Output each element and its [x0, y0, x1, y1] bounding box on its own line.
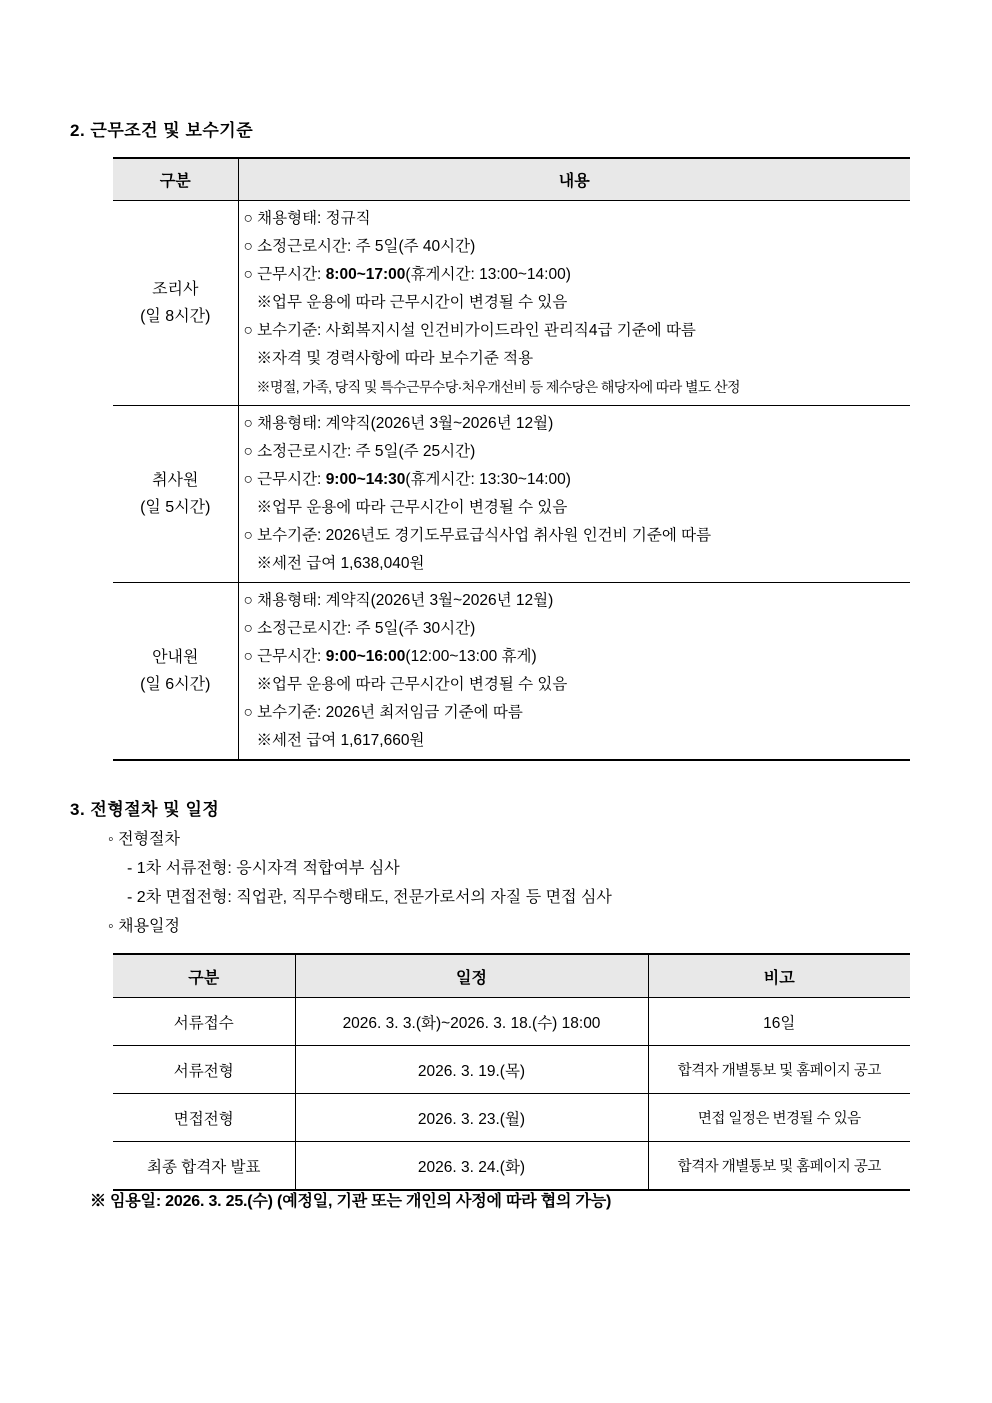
condition-line — [244, 205, 911, 233]
condition-line — [244, 643, 911, 671]
condition-line — [244, 522, 911, 550]
schedule-table-body — [113, 998, 910, 1191]
conditions-header-content: 내용 — [238, 158, 910, 201]
schedule-date-cell: 2026. 3. 23.(월) — [295, 1094, 648, 1142]
job-conditions-cell — [238, 201, 910, 406]
schedule-row — [113, 998, 910, 1046]
condition-text: ○ 채용형태: 정규직 — [243, 210, 371, 227]
condition-line — [244, 466, 911, 494]
job-category-cell — [113, 406, 238, 583]
condition-text: ○ 채용형태: 계약직(2026년 3월~2026년 12월) — [243, 592, 554, 609]
condition-line — [244, 261, 911, 289]
condition-text: ※업무 운용에 따라 근무시간이 변경될 수 있음 — [256, 294, 568, 311]
job-category-hours: (일 5시간) — [140, 499, 211, 516]
appointment-date-note: ※ 임용일: 2026. 3. 25.(수) (예정일, 기관 또는 개인의 사정에 따라 협의 가능) — [90, 1193, 612, 1210]
job-category-name: 취사원 — [152, 472, 199, 489]
job-category-name: 안내원 — [152, 649, 199, 666]
condition-text: ※업무 운용에 따라 근무시간이 변경될 수 있음 — [256, 499, 568, 516]
job-category-cell — [113, 201, 238, 406]
conditions-table-body — [113, 201, 910, 761]
condition-line — [244, 587, 911, 615]
work-hours-bold: 9:00~14:30 — [325, 471, 406, 488]
condition-line — [244, 373, 911, 401]
condition-text: ※자격 및 경력사항에 따라 보수기준 적용 — [256, 350, 534, 367]
condition-text: ○ 소정근로시간: 주 5일(주 25시간) — [243, 443, 476, 460]
schedule-category-cell: 최종 합격자 발표 — [113, 1142, 295, 1191]
schedule-remark-cell: 합격자 개별통보 및 홈페이지 공고 — [648, 1046, 910, 1094]
schedule-remark-cell: 면접 일정은 변경될 수 있음 — [648, 1094, 910, 1142]
condition-line — [244, 727, 911, 755]
schedule-header-remark: 비고 — [648, 954, 910, 998]
schedule-category-cell: 서류접수 — [113, 998, 295, 1046]
condition-text: (휴게시간: 13:30~14:00) — [405, 471, 571, 488]
condition-text: ○ 소정근로시간: 주 5일(주 30시간) — [243, 620, 476, 637]
condition-text: ※세전 급여 1,617,660원 — [256, 732, 425, 749]
procedure-bullet: ◦ 채용일정 — [108, 918, 180, 935]
schedule-category-cell: 서류전형 — [113, 1046, 295, 1094]
schedule-header-row — [113, 954, 910, 998]
job-category-cell — [113, 583, 238, 761]
schedule-header-date: 일정 — [295, 954, 648, 998]
work-hours-bold: 8:00~17:00 — [325, 266, 406, 283]
condition-line — [244, 410, 911, 438]
condition-text: (12:00~13:00 휴게) — [405, 648, 537, 665]
schedule-remark-cell: 16일 — [648, 998, 910, 1046]
work-hours-bold: 9:00~16:00 — [325, 648, 406, 665]
condition-text: ○ 채용형태: 계약직(2026년 3월~2026년 12월) — [243, 415, 554, 432]
condition-text: ※업무 운용에 따라 근무시간이 변경될 수 있음 — [256, 676, 568, 693]
condition-line — [244, 438, 911, 466]
conditions-header-category: 구분 — [113, 158, 238, 201]
schedule-remark-cell: 합격자 개별통보 및 홈페이지 공고 — [648, 1142, 910, 1191]
schedule-row — [113, 1046, 910, 1094]
condition-text: ○ 보수기준: 2026년 최저임금 기준에 따름 — [243, 704, 523, 721]
condition-text: ○ 근무시간: — [243, 471, 326, 488]
condition-text: ○ 보수기준: 2026년도 경기도무료급식사업 취사원 인건비 기준에 따름 — [243, 527, 712, 544]
conditions-table — [113, 157, 910, 761]
condition-line — [244, 289, 911, 317]
conditions-row — [113, 406, 910, 583]
condition-text: ○ 보수기준: 사회복지시설 인건비가이드라인 관리직4급 기준에 따름 — [243, 322, 696, 339]
schedule-date-cell: 2026. 3. 3.(화)~2026. 3. 18.(수) 18:00 — [295, 998, 648, 1046]
condition-text: ○ 소정근로시간: 주 5일(주 40시간) — [243, 238, 476, 255]
section3-title: 3. 전형절차 및 일정 — [70, 800, 220, 819]
schedule-category-cell: 면접전형 — [113, 1094, 295, 1142]
procedure-bullet: ◦ 전형절차 — [108, 831, 180, 848]
schedule-date-cell: 2026. 3. 19.(목) — [295, 1046, 648, 1094]
condition-text: ※명절, 가족, 당직 및 특수근무수당·처우개선비 등 제수당은 해당자에 따라 별도 산정 — [256, 379, 740, 395]
job-category-hours: (일 8시간) — [140, 308, 211, 325]
procedure-list — [108, 825, 612, 941]
schedule-date-cell: 2026. 3. 24.(화) — [295, 1142, 648, 1191]
condition-text: ○ 근무시간: — [243, 266, 326, 283]
condition-line — [244, 317, 911, 345]
procedure-step: - 1차 서류전형: 응시자격 적합여부 심사 — [127, 860, 400, 877]
condition-line — [244, 550, 911, 578]
section2-title: 2. 근무조건 및 보수기준 — [70, 121, 254, 140]
condition-line — [244, 671, 911, 699]
condition-text: ※세전 급여 1,638,040원 — [256, 555, 425, 572]
condition-line — [244, 699, 911, 727]
condition-text: ○ 근무시간: — [243, 648, 326, 665]
conditions-header-row — [113, 158, 910, 201]
condition-line — [244, 494, 911, 522]
conditions-row — [113, 583, 910, 761]
schedule-header-category: 구분 — [113, 954, 295, 998]
job-category-name: 조리사 — [152, 281, 199, 298]
schedule-row — [113, 1142, 910, 1191]
procedure-step: - 2차 면접전형: 직업관, 직무수행태도, 전문가로서의 자질 등 면접 심사 — [127, 889, 612, 906]
condition-text: (휴게시간: 13:00~14:00) — [405, 266, 571, 283]
job-conditions-cell — [238, 406, 910, 583]
condition-line — [244, 345, 911, 373]
condition-line — [244, 233, 911, 261]
schedule-row — [113, 1094, 910, 1142]
conditions-row — [113, 201, 910, 406]
job-category-hours: (일 6시간) — [140, 676, 211, 693]
condition-line — [244, 615, 911, 643]
job-conditions-cell — [238, 583, 910, 761]
schedule-table — [113, 953, 910, 1191]
